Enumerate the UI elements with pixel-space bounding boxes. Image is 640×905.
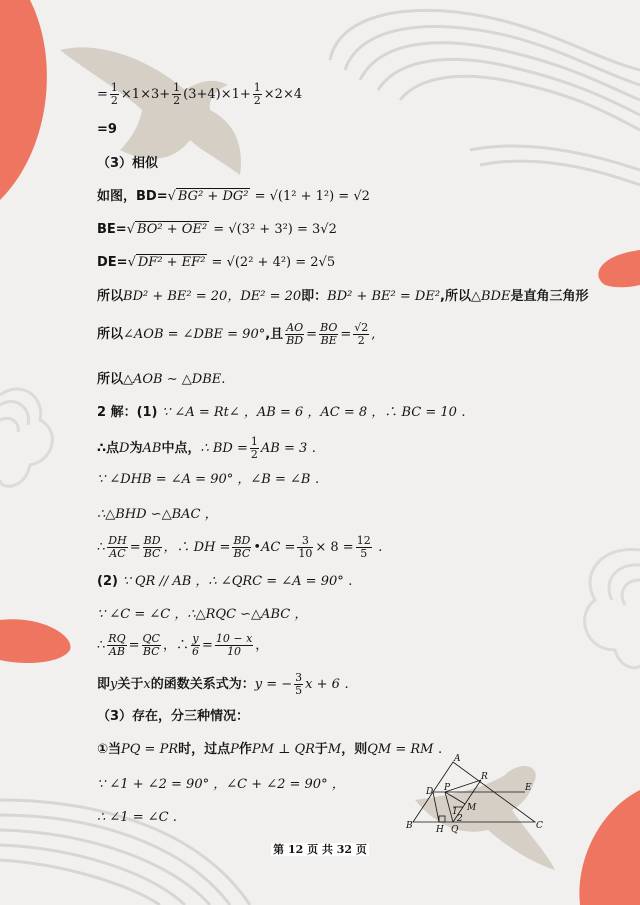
- line-similar-triangles: 所以△AOB ∼ △DBE.: [97, 372, 226, 387]
- line-right-triangle: 所以BD² + BE² = 20，DE² = 20即：BD² + BE² = DE²,所以△BDE是直角三角形: [97, 289, 589, 304]
- line-bd-length: 如图，BD=√ BG² + DG² = √(1² + 1²) = √2: [97, 189, 370, 204]
- heading-part-3-exists: （3）存在，分三种情况：: [97, 709, 250, 724]
- salmon-blob-top-left: [0, 0, 47, 200]
- line-angle-ratio: 所以∠AOB = ∠DBE = 90°,且 $\frac{AO}{BD}$ = $\frac{BO}{BE}$ = $\frac{√2}{2}$ ,: [97, 321, 376, 348]
- svg-text:H: H: [436, 825, 444, 835]
- cloud-motif-right: [585, 549, 640, 667]
- svg-text:E: E: [525, 783, 532, 793]
- line-midpoint: ∴点D为AB中点，∴ BD = $\frac{1}{2}$ AB = 3 .: [97, 435, 316, 462]
- right-angle-mark: [439, 816, 445, 822]
- line-dh-calculation: ∴ $\frac{DH}{AC}$ = $\frac{BD}{BC}$ ，∴ DH = $\frac{BD}{BC}$ •AC = $\frac{3}{10}$ × 8 = $\frac{12}{5}$ .: [97, 534, 383, 561]
- curved-lines-top-right: [330, 10, 640, 185]
- segment-pr: [445, 780, 481, 792]
- line-y-ratio: ∴ $\frac{RQ}{AB}$ = $\frac{QC}{BC}$ ，∴ $\frac{y}{6}$ = $\frac{10 - x}{10}$ ，: [97, 632, 269, 659]
- cloud-motif-left: [0, 389, 52, 486]
- svg-text:1: 1: [452, 807, 458, 817]
- svg-text:D: D: [426, 787, 434, 797]
- svg-text:2: 2: [457, 814, 463, 824]
- line-de-length: DE=√ DF² + EF² = √(2² + 4²) = 2√5: [97, 255, 336, 270]
- line-result-9: =9: [97, 122, 117, 137]
- line-q2-part1: 2 解：(1) ∵ ∠A = Rt∠ ，AB = 6 ，AC = 8 ，∴ BC = 10 .: [97, 405, 466, 420]
- geometry-figure: [405, 752, 555, 842]
- line-rqc-similar-abc: ∵ ∠C = ∠C ，∴△RQC ∽△ABC ，: [97, 607, 308, 622]
- segment-dh: [433, 792, 439, 822]
- line-q2-part2: (2) ∵ QR // AB ，∴ ∠QRC = ∠A = 90° .: [97, 574, 353, 589]
- page-number: 第 12 页 共 32 页: [273, 843, 367, 856]
- line-angle-dhb: ∵ ∠DHB = ∠A = 90° ，∠B = ∠B .: [97, 472, 320, 487]
- line-case-1: ①当PQ = PR时，过点P作PM ⊥ QR于M，则QM = RM .: [97, 742, 443, 757]
- svg-text:B: B: [406, 821, 413, 831]
- line-area-sum: = $\frac{1}{2}$ ×1×3+ $\frac{1}{2}$ (3+4)×1+ $\frac{1}{2}$ ×2×4: [97, 81, 303, 108]
- salmon-blob-left: [0, 619, 70, 663]
- line-bhd-similar-bac: ∴△BHD ∽△BAC ，: [97, 507, 218, 522]
- svg-text:P: P: [444, 783, 451, 793]
- page-footer: [0, 841, 640, 857]
- line-function-relation: 即y关于x的函数关系式为：y = − $\frac{3}{5}$ x + 6 .: [97, 671, 349, 698]
- svg-text:A: A: [454, 754, 461, 764]
- heading-part-3-similar: （3）相似: [97, 156, 159, 171]
- line-be-length: BE=√ BO² + OE² = √(3² + 3²) = 3√2: [97, 222, 337, 237]
- svg-text:R: R: [481, 772, 488, 782]
- svg-text:M: M: [467, 803, 477, 813]
- line-angle-equal: ∴ ∠1 = ∠C .: [97, 810, 177, 825]
- svg-text:Q: Q: [451, 825, 459, 835]
- line-angle-sum: ∵ ∠1 + ∠2 = 90° ，∠C + ∠2 = 90° ，: [97, 777, 345, 792]
- salmon-blob-right: [598, 250, 640, 287]
- svg-text:C: C: [536, 821, 543, 831]
